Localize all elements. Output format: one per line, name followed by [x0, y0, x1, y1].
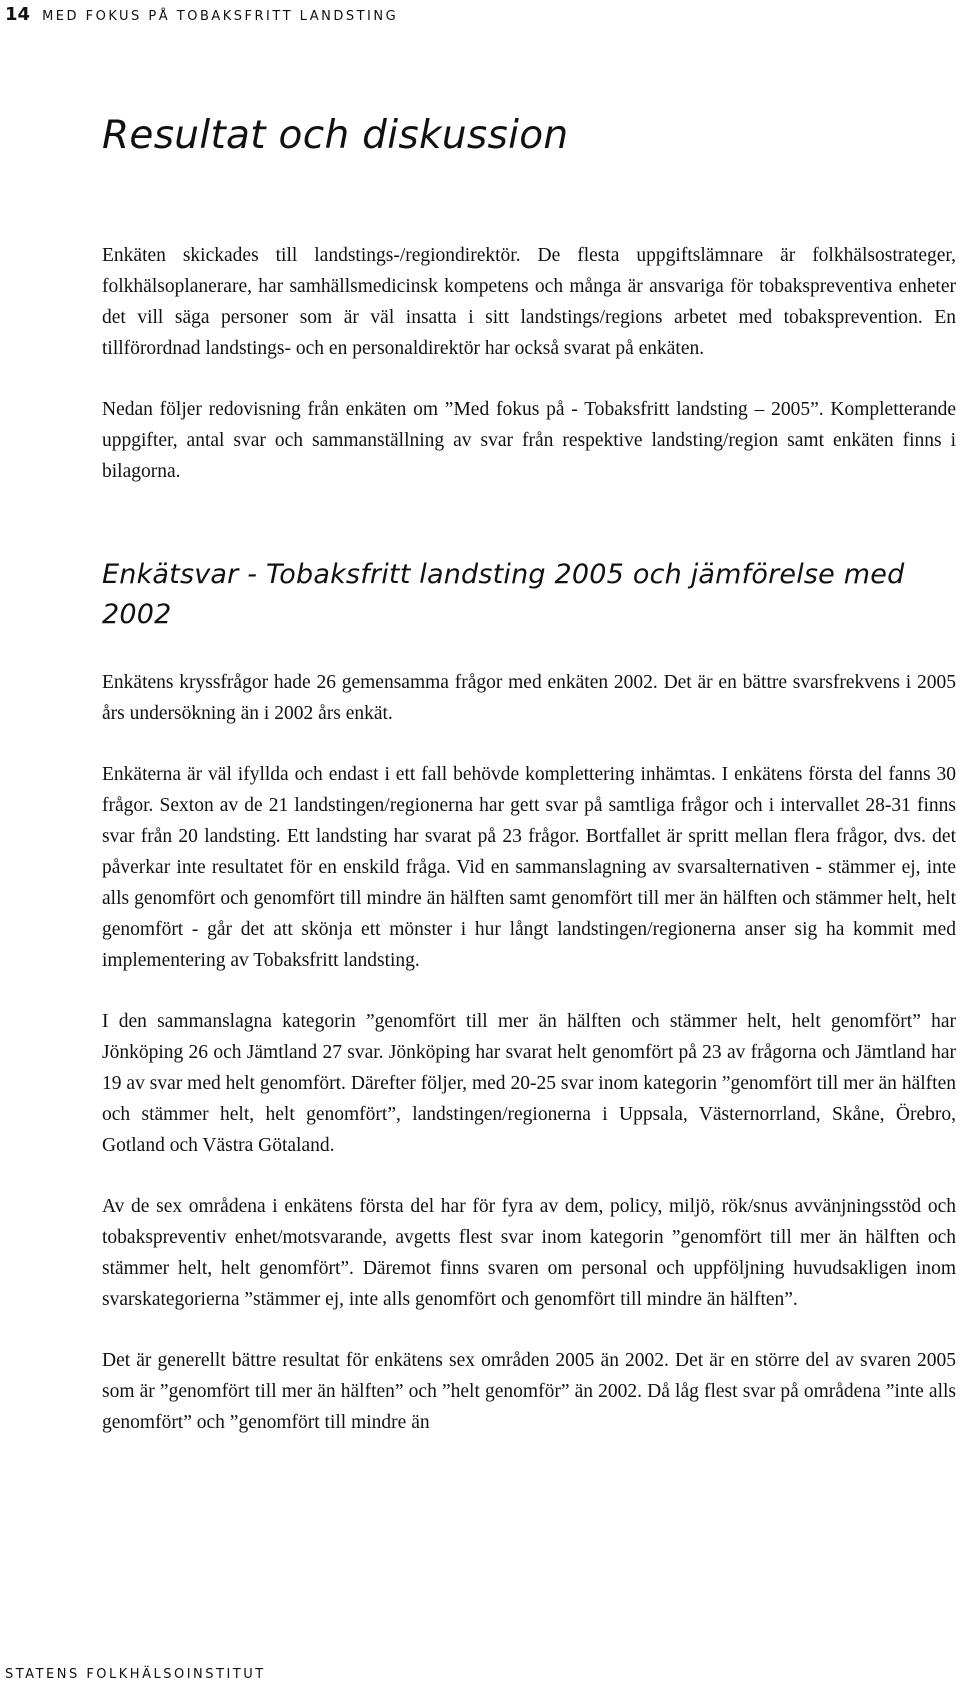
section-heading-results: Resultat och diskussion	[102, 113, 569, 158]
page-footer-organization: STATENS FOLKHÄLSOINSTITUT	[5, 1667, 266, 1682]
body-paragraph: Nedan följer redovisning från enkäten om ”Med fokus på - Tobaksfritt landsting – 2005”. Kompletterande uppgifter, antal svar och sammanställning av svar från respektive landsting/region samt enkäten finns i bilagorna.	[102, 399, 956, 482]
body-paragraph: Det är generellt bättre resultat för enkätens sex områden 2005 än 2002. Det är en större del av svaren 2005 som är ”genomfört till mer än hälften” och ”helt genomför” än 2002. Då låg flest svar på områdena ”inte alls genomfört” och ”genomfört till mindre än	[102, 1350, 956, 1433]
body-paragraph: I den sammanslagna kategorin ”genomfört till mer än hälften och stämmer helt, helt genomfört” har Jönköping 26 och Jämtland 27 svar. Jönköping har svarat helt genomfört på 23 av frågorna och Jämtland har 19 av svar med helt genomfört. Därefter följer, med 20-25 svar inom kategorin ”genomfört till mer än hälften och stämmer helt, helt genomfört”, landstingen/regionerna i Uppsala, Västernorrland, Skåne, Örebro, Gotland och Västra Götaland.	[102, 1011, 956, 1156]
page-number: 14	[5, 4, 31, 25]
body-paragraph: Enkäten skickades till landstings-/regiondirektör. De flesta uppgiftslämnare är folkhälsostrateger, folkhälsoplanerare, har samhällsmedicinsk kompetens och många är ansvariga för tobakspreventiva enheter det vill säga personer som är väl insatta i sitt landstings/regions arbetet med tobaksprevention. En tillförordnad landstings- och en personaldirektör har också svarat på enkäten.	[102, 245, 956, 359]
running-header-title: MED FOKUS PÅ TOBAKSFRITT LANDSTING	[42, 9, 399, 24]
page-content	[102, 108, 956, 1438]
page-header	[5, 4, 398, 25]
body-paragraph: Av de sex områdena i enkätens första del har för fyra av dem, policy, miljö, rök/snus avvänjningsstöd och tobakspreventiv enhet/motsvarande, avgetts flest svar inom kategorin ”genomfört till mer än hälften och stämmer helt, helt genomfört”. Däremot finns svaren om personal och uppföljning huvudsakligen inom svarskategorierna ”stämmer ej, inte alls genomfört och genomfört till mindre än hälften”.	[102, 1196, 956, 1310]
body-paragraph: Enkätens kryssfrågor hade 26 gemensamma frågor med enkäten 2002. Det är en bättre svarsfrekvens i 2005 års undersökning än i 2002 års enkät.	[102, 672, 956, 724]
subsection-heading-survey: Enkätsvar - Tobaksfritt landsting 2005 och jämförelse med 2002	[102, 559, 905, 630]
body-paragraph: Enkäterna är väl ifyllda och endast i ett fall behövde komplettering inhämtas. I enkätens första del fanns 30 frågor. Sexton av de 21 landstingen/regionerna har gett svar på samtliga frågor och i intervallet 28-31 finns svar från 20 landsting. Ett landsting har svarat på 23 frågor. Bortfallet är spritt mellan flera frågor, dvs. det påverkar inte resultatet för en enskild fråga. Vid en sammanslagning av svarsalternativen - stämmer ej, inte alls genomfört och genomfört till mindre än hälften samt genomfört till mer än hälften och stämmer helt, helt genomfört - går det att skönja ett mönster i hur långt landstingen/regionerna anser sig ha kommit med implementering av Tobaksfritt landsting.	[102, 764, 956, 971]
